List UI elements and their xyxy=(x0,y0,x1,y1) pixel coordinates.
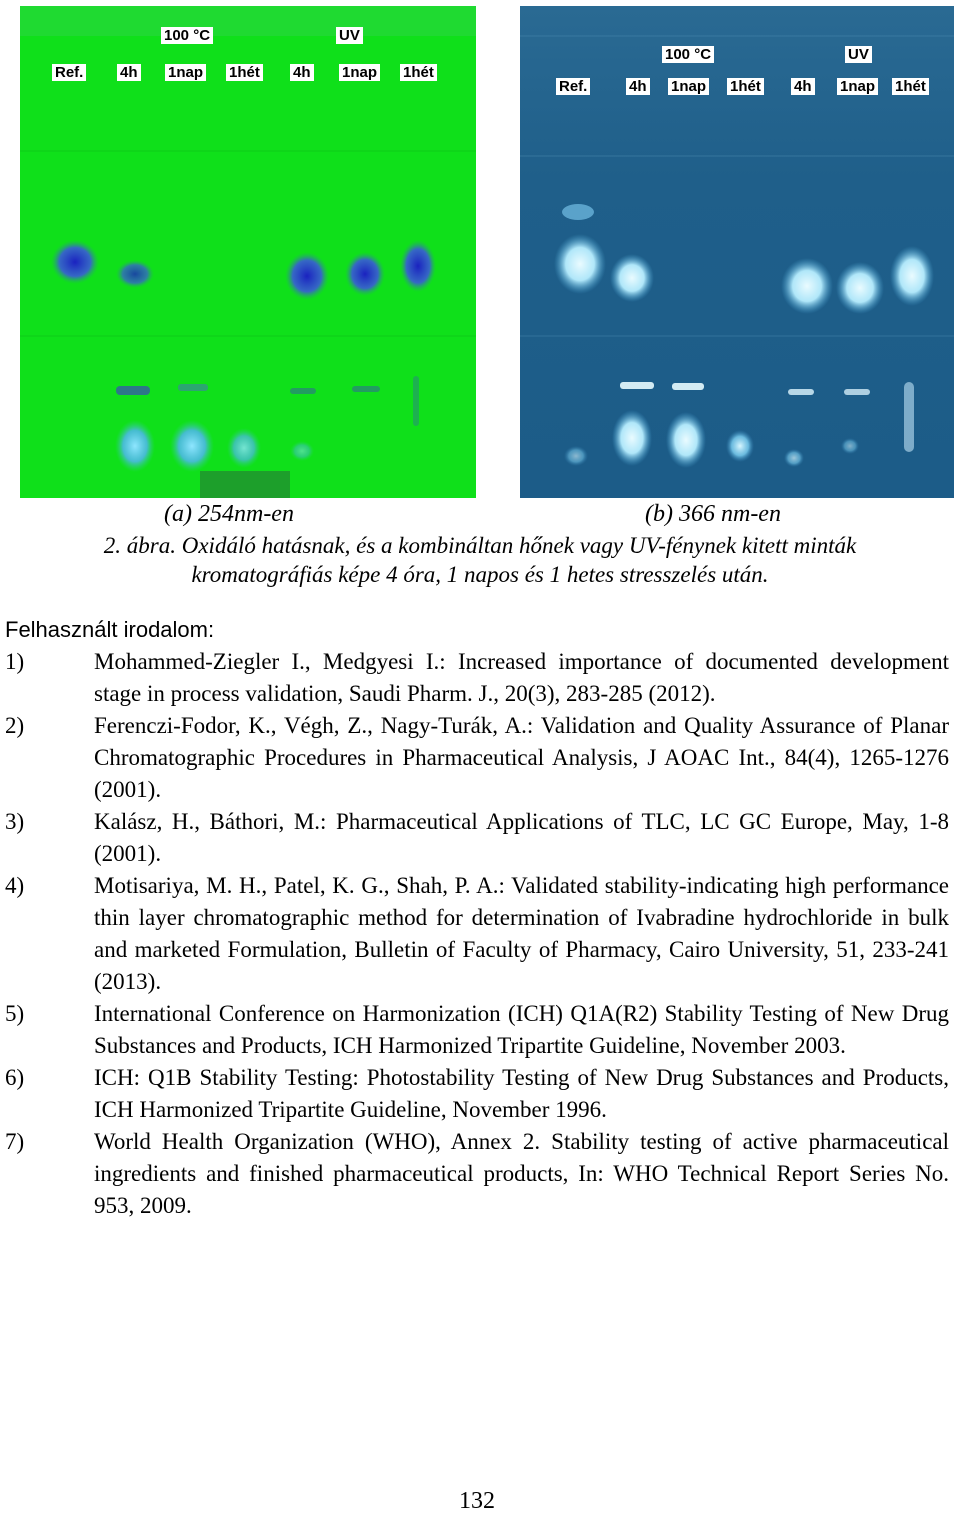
page-number: 132 xyxy=(459,1488,495,1514)
figure-caption-line1: 2. ábra. Oxidáló hatásnak, és a kombináltan hőnek vagy UV-fénynek kitett minták xyxy=(103,533,857,558)
subcaption-b: (b) 366 nm-en xyxy=(645,501,781,527)
label-lane-1nap-uv-b: 1nap xyxy=(837,78,878,95)
label-lane-1nap-b: 1nap xyxy=(668,78,709,95)
fl-spot-ref-upper xyxy=(554,234,606,294)
reference-text: Ferenczi-Fodor, K., Végh, Z., Nagy-Turák, A.: Validation and Quality Assurance of Planar Chromatographic Procedures in Pharmaceutical Analysis, J AOAC Int., 84(4), 1265-1276 (2001). xyxy=(94,713,949,802)
band-lane1 xyxy=(116,386,150,395)
spot-lane1-lower xyxy=(115,420,155,472)
label-lane-1het-b: 1hét xyxy=(727,78,764,95)
fl-spot-lane4-upper xyxy=(781,258,833,314)
band-lane6 xyxy=(352,386,380,392)
fl-spot-lane5-lower xyxy=(841,438,859,454)
spot-ref-upper xyxy=(51,240,99,284)
label-uv: UV xyxy=(336,27,363,44)
label-ref-b: Ref. xyxy=(556,78,590,95)
band-lane2 xyxy=(178,384,208,391)
label-lane-1nap: 1nap xyxy=(165,64,206,81)
spot-lane2-lower xyxy=(170,420,214,472)
fl-spot-lane1-upper xyxy=(610,254,654,302)
band-lane5 xyxy=(290,388,316,394)
label-uv-b: UV xyxy=(845,46,872,63)
reference-number: 6) xyxy=(5,1065,25,1090)
reference-text: Motisariya, M. H., Patel, K. G., Shah, P. A.: Validated stability-indicating high performance thin layer chromatographic method for determination of Ivabradine hydrochloride in bulk and marketed Formulation, Bulletin of Faculty of Pharmacy, Cairo University, 51, 233-241 (2013). xyxy=(94,873,949,994)
spot-lane2-upper xyxy=(116,260,154,288)
reference-number: 7) xyxy=(5,1129,25,1154)
label-lane-4h: 4h xyxy=(117,64,141,81)
reference-item xyxy=(5,806,949,870)
reference-number: 5) xyxy=(5,1001,25,1026)
reference-item xyxy=(5,998,949,1062)
spot-lane6-upper xyxy=(345,252,385,296)
fl-spot-lane2-lower xyxy=(666,412,706,468)
fl-spot-lane5-upper xyxy=(836,262,884,314)
fl-spot-lane1-lower xyxy=(612,410,652,466)
reference-number: 4) xyxy=(5,873,25,898)
fl-spot-lane4-lower xyxy=(784,449,804,467)
reference-text: Mohammed-Ziegler I., Medgyesi I.: Increased importance of documented development stage in process validation, Saudi Pharm. J., 20(3), 283-285 (2012). xyxy=(94,649,949,706)
reference-item xyxy=(5,870,949,998)
label-temperature: 100 °C xyxy=(161,27,213,44)
reference-text: ICH: Q1B Stability Testing: Photostability Testing of New Drug Substances and Products, ICH Harmonized Tripartite Guideline, November 1996. xyxy=(94,1065,949,1122)
spot-lane3-lower xyxy=(227,428,261,468)
reference-text: International Conference on Harmonization (ICH) Q1A(R2) Stability Testing of New Drug Substances and Products, ICH Harmonized Tripartite Guideline, November 2003. xyxy=(94,1001,949,1058)
reference-item xyxy=(5,710,949,806)
tlc-plate-366nm xyxy=(520,6,954,498)
figure-caption-line2: kromatográfiás képe 4 óra, 1 napos és 1 hetes stresszelés után. xyxy=(191,562,769,587)
references-section xyxy=(5,614,949,1222)
fl-spot-lane6-upper xyxy=(890,246,934,306)
reference-item xyxy=(5,646,949,710)
reference-number: 2) xyxy=(5,713,25,738)
label-lane-1het: 1hét xyxy=(226,64,263,81)
label-lane-4h-uv-b: 4h xyxy=(791,78,815,95)
fl-spot-ref-lower xyxy=(564,446,588,466)
subcaption-a: (a) 254nm-en xyxy=(164,501,294,527)
label-lane-1het-uv: 1hét xyxy=(400,64,437,81)
label-ref: Ref. xyxy=(52,64,86,81)
label-lane-1het-uv-b: 1hét xyxy=(892,78,929,95)
reference-number: 1) xyxy=(5,649,25,674)
label-lane-4h-uv: 4h xyxy=(290,64,314,81)
reference-number: 3) xyxy=(5,809,25,834)
reference-text: Kalász, H., Báthori, M.: Pharmaceutical Applications of TLC, LC GC Europe, May, 1-8 (2001). xyxy=(94,809,949,866)
band-lane7 xyxy=(413,376,419,426)
spot-lane7-upper xyxy=(400,240,436,292)
reference-text: World Health Organization (WHO), Annex 2. Stability testing of active pharmaceutical ingredients and finished pharmaceutical products, In: WHO Technical Report Series No. 953, 2009. xyxy=(94,1129,949,1218)
label-lane-1nap-uv: 1nap xyxy=(339,64,380,81)
spot-lane5-upper xyxy=(285,252,329,300)
tlc-plate-254nm xyxy=(20,6,476,498)
label-temperature-b: 100 °C xyxy=(662,46,714,63)
label-lane-4h-b: 4h xyxy=(626,78,650,95)
references-title: Felhasznált irodalom: xyxy=(5,617,215,642)
reference-item xyxy=(5,1062,949,1126)
spot-lane5-lower xyxy=(290,441,314,461)
reference-item xyxy=(5,1126,949,1222)
fl-spot-lane3-lower xyxy=(726,430,754,462)
